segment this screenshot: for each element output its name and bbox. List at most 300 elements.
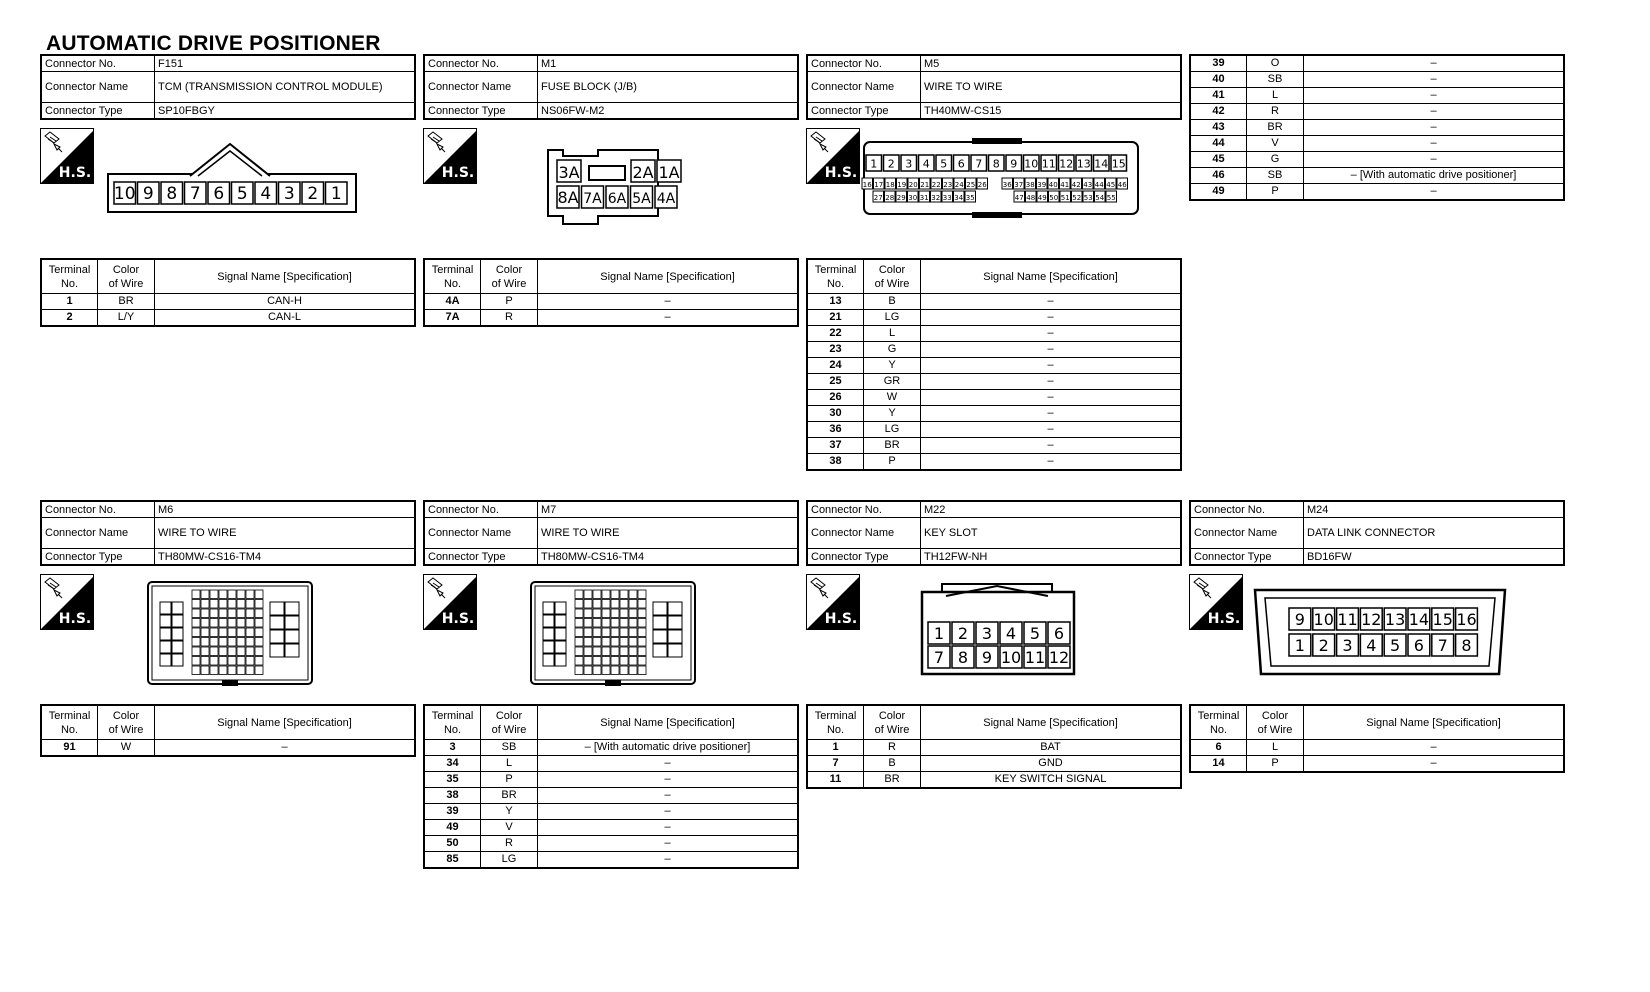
pin-cell (611, 666, 619, 675)
wire-color: LG (864, 310, 921, 326)
signal-name: – [With automatic drive positioner] (538, 740, 799, 756)
pin-number: 1 (933, 624, 945, 644)
pin-cell (602, 638, 610, 647)
connector-no-value: M5 (921, 55, 1182, 72)
signal-name: – (1304, 740, 1565, 756)
terminal-no: 25 (807, 374, 864, 390)
pin-cell (210, 638, 218, 647)
connector-name-value: TCM (TRANSMISSION CONTROL MODULE) (155, 72, 416, 103)
connector-no-value: M6 (155, 501, 416, 518)
pin-number: 8 (1461, 636, 1472, 656)
pin-cell (201, 609, 209, 618)
table-row (424, 820, 798, 836)
pin-number: 12 (1048, 648, 1070, 668)
pin-number: 45 (1106, 181, 1116, 189)
pin-number: 28 (885, 194, 895, 202)
terminal-table (806, 704, 1182, 789)
table-row (41, 294, 415, 310)
pin-number: 42 (1071, 181, 1081, 189)
pin-cell (201, 666, 209, 675)
connector-type-row (424, 549, 798, 566)
terminal-header (1190, 705, 1247, 740)
pin-cell (543, 615, 554, 627)
pin-cell (228, 666, 236, 675)
pin-cell (192, 628, 200, 637)
terminal-no: 44 (1190, 136, 1247, 152)
pin-cell (638, 600, 646, 609)
terminal-no: 42 (1190, 104, 1247, 120)
color-header-line2: of Wire (108, 277, 144, 290)
pin-cell (638, 638, 646, 647)
pin-cell (575, 638, 583, 647)
terminal-header-line2: No. (443, 277, 462, 290)
pin-cell (555, 628, 566, 640)
pin-cell (593, 657, 601, 666)
pin-cell (219, 590, 227, 599)
pin-cell (246, 666, 254, 675)
pin-cell (246, 647, 254, 656)
pin-cell (228, 600, 236, 609)
connector-name-value: WIRE TO WIRE (538, 518, 799, 549)
pin-cell (555, 602, 566, 614)
terminal-no: 1 (41, 294, 98, 310)
connector-face (423, 120, 799, 258)
pin-number: 11 (1041, 157, 1056, 171)
terminal-header-line2: No. (826, 723, 845, 736)
terminal-no: 4A (424, 294, 481, 310)
color-header (864, 705, 921, 740)
connector-panel-f151 (40, 54, 416, 327)
terminal-table-header (807, 705, 1181, 740)
wire-color: Y (864, 406, 921, 422)
terminal-header (41, 705, 98, 740)
pin-number: 7 (189, 184, 201, 205)
connector-type-value: TH12FW-NH (921, 549, 1182, 566)
pin-cell (192, 590, 200, 599)
pin-cell (219, 666, 227, 675)
pin-number: 2 (1318, 636, 1329, 656)
connector-name-row (424, 518, 798, 549)
pin-cell (653, 630, 667, 643)
pin-cell (555, 654, 566, 666)
connector-no-label: Connector No. (807, 55, 921, 72)
connector-face (40, 120, 416, 258)
pin-cell (620, 590, 628, 599)
connector-name-label: Connector Name (41, 72, 155, 103)
pin-number: 11 (1024, 648, 1046, 668)
pin-cell (192, 647, 200, 656)
terminal-no: 36 (807, 422, 864, 438)
pin-cell (172, 641, 183, 653)
pin-number: 12 (1361, 610, 1382, 630)
connector-name-label: Connector Name (1190, 518, 1304, 549)
pin-number: 31 (919, 194, 929, 202)
terminal-no: 91 (41, 740, 98, 757)
pin-cell (543, 641, 554, 653)
pin-number: 6 (213, 184, 225, 205)
pin-number: 17 (874, 181, 884, 189)
table-row (807, 358, 1181, 374)
wire-color: BR (481, 788, 538, 804)
pin-number: 49 (1037, 194, 1047, 202)
pin-cell (638, 609, 646, 618)
color-header-line2: of Wire (491, 723, 527, 736)
connector-no-row (424, 55, 798, 72)
signal-name: – (921, 422, 1182, 438)
pin-number: 9 (1294, 610, 1305, 630)
pin-cell (575, 657, 583, 666)
table-row (424, 740, 798, 756)
table-row (1190, 120, 1564, 136)
pin-cell (210, 657, 218, 666)
pin-number: 7 (1437, 636, 1448, 656)
signal-name: – (538, 756, 799, 772)
pin-cell (620, 647, 628, 656)
wire-color: L (864, 326, 921, 342)
signal-header: Signal Name [Specification] (538, 705, 799, 740)
signal-name: – (921, 390, 1182, 406)
terminal-header-line1: Terminal (48, 709, 91, 722)
terminal-table-header (41, 259, 415, 294)
pin-number: 14 (1094, 157, 1109, 171)
signal-name: – (921, 326, 1182, 342)
terminal-no: 23 (807, 342, 864, 358)
pin-number: 6 (1053, 624, 1065, 644)
pin-cell (611, 638, 619, 647)
wire-color: L (481, 756, 538, 772)
table-row (807, 772, 1181, 789)
connector-type-value: TH80MW-CS16-TM4 (155, 549, 416, 566)
pin-cell (246, 657, 254, 666)
table-row (807, 422, 1181, 438)
terminal-table (1189, 704, 1565, 773)
pin-cell (593, 590, 601, 599)
signal-name: – (538, 820, 799, 836)
connector-info-table (40, 500, 416, 566)
connector-name-row (41, 518, 415, 549)
pin-cell (246, 619, 254, 628)
connector-type-label: Connector Type (807, 549, 921, 566)
pin-number: 1 (330, 184, 342, 205)
pin-number: 8 (957, 648, 969, 668)
pin-cell (611, 657, 619, 666)
connector-info-table (1189, 500, 1565, 566)
pin-cell (255, 619, 263, 628)
terminal-no: 13 (807, 294, 864, 310)
pin-number: 5 (1390, 636, 1401, 656)
connector-panel-m5 (806, 54, 1182, 471)
pin-number: 43 (1083, 181, 1093, 189)
connector-no-row (807, 501, 1181, 518)
pin-cell (668, 644, 682, 657)
table-row (41, 740, 415, 757)
connector-no-label: Connector No. (41, 501, 155, 518)
connector-type-row (1190, 549, 1564, 566)
pin-cell (219, 600, 227, 609)
table-row (1190, 55, 1564, 72)
pin-cell (228, 619, 236, 628)
connector-diagram-area (40, 120, 416, 258)
signal-header: Signal Name [Specification] (921, 705, 1182, 740)
pin-number: 13 (1076, 157, 1091, 171)
table-row (807, 310, 1181, 326)
pin-number: 54 (1095, 194, 1105, 202)
table-row (807, 740, 1181, 756)
signal-name: – [With automatic drive positioner] (1304, 168, 1565, 184)
connector-type-label: Connector Type (807, 103, 921, 120)
pin-cell (602, 609, 610, 618)
pin-cell (228, 609, 236, 618)
terminal-no: 40 (1190, 72, 1247, 88)
connector-housing (1255, 590, 1505, 674)
terminal-header-line2: No. (1209, 723, 1228, 736)
pin-cell (237, 609, 245, 618)
table-row (41, 310, 415, 327)
pin-cell (620, 628, 628, 637)
terminal-no: 39 (424, 804, 481, 820)
connector-face (1189, 566, 1565, 704)
table-row (424, 804, 798, 820)
signal-header: Signal Name [Specification] (538, 259, 799, 294)
signal-name: – (1304, 72, 1565, 88)
connector-diagram-area (806, 120, 1182, 258)
pin-number: 4 (1366, 636, 1377, 656)
pin-cell (246, 609, 254, 618)
pin-number: 21 (920, 181, 930, 189)
connector-info-table (806, 500, 1182, 566)
connector-name-label: Connector Name (41, 518, 155, 549)
connector-type-row (807, 549, 1181, 566)
pin-cell (285, 644, 299, 657)
pin-cell (270, 644, 284, 657)
pin-cell (210, 619, 218, 628)
pin-cell (246, 600, 254, 609)
pin-number: 7 (975, 157, 983, 171)
pin-number: 20 (908, 181, 918, 189)
terminal-table (423, 704, 799, 869)
terminal-header-line2: No. (60, 277, 79, 290)
table-row (1190, 152, 1564, 168)
pin-cell (160, 628, 171, 640)
pin-cell (219, 609, 227, 618)
pin-cell (201, 647, 209, 656)
pin-number: 11 (1337, 610, 1358, 630)
pin-cell (172, 654, 183, 666)
pin-number: 19 (897, 181, 907, 189)
signal-name: – (538, 294, 799, 310)
signal-name: – (921, 358, 1182, 374)
pin-cell (629, 619, 637, 628)
connector-info-table (806, 54, 1182, 120)
table-row (807, 756, 1181, 772)
terminal-no: 49 (1190, 184, 1247, 201)
pin-number: 2 (307, 184, 319, 205)
wire-color: P (481, 294, 538, 310)
pin-cell (555, 615, 566, 627)
table-row (1190, 184, 1564, 201)
connector-face (40, 566, 416, 704)
connector-name-row (1190, 518, 1564, 549)
terminal-no: 45 (1190, 152, 1247, 168)
pin-cell (210, 609, 218, 618)
pin-cell (237, 657, 245, 666)
wire-color: L (1247, 740, 1304, 756)
pin-cell (575, 647, 583, 656)
connector-no-row (41, 501, 415, 518)
pin-cell (668, 616, 682, 629)
signal-header: Signal Name [Specification] (155, 705, 416, 740)
connector-type-value: SP10FBGY (155, 103, 416, 120)
pin-cell (638, 590, 646, 599)
pin-cell (285, 602, 299, 615)
signal-name: GND (921, 756, 1182, 772)
pin-number: 6A (607, 191, 627, 207)
wire-color: V (481, 820, 538, 836)
signal-name: – (921, 454, 1182, 471)
wire-color: GR (864, 374, 921, 390)
connector-latch (190, 144, 270, 176)
connector-type-row (41, 549, 415, 566)
pin-cell (255, 657, 263, 666)
connector-type-row (41, 103, 415, 120)
terminal-header-line1: Terminal (814, 709, 857, 722)
pin-number: 4 (260, 184, 272, 205)
pin-cell (219, 638, 227, 647)
wire-color: LG (864, 422, 921, 438)
signal-header: Signal Name [Specification] (921, 259, 1182, 294)
hs-label: H.S. (58, 165, 92, 181)
pin-cell (584, 647, 592, 656)
pin-cell (575, 666, 583, 675)
terminal-table-header (1190, 705, 1564, 740)
table-row (424, 756, 798, 772)
pin-cell (237, 600, 245, 609)
pin-number: 1A (658, 163, 680, 182)
terminal-no: 37 (807, 438, 864, 454)
signal-name: – (155, 740, 416, 757)
pin-cell (285, 616, 299, 629)
terminal-table (1189, 54, 1565, 201)
wire-color: L/Y (98, 310, 155, 327)
terminal-header-line2: No. (443, 723, 462, 736)
terminal-no: 43 (1190, 120, 1247, 136)
pin-cell (172, 628, 183, 640)
terminal-header (807, 705, 864, 740)
table-row (1190, 756, 1564, 773)
terminal-header-line1: Terminal (48, 263, 91, 276)
pin-cell (638, 647, 646, 656)
table-row (807, 342, 1181, 358)
pin-cell (575, 590, 583, 599)
table-row (424, 310, 798, 327)
pin-number: 2 (957, 624, 969, 644)
pin-cell (629, 647, 637, 656)
pin-number: 5A (632, 191, 651, 207)
signal-name: – (1304, 184, 1565, 201)
pin-cell (192, 609, 200, 618)
connector-type-value: NS06FW-M2 (538, 103, 799, 120)
connector-key (972, 212, 1022, 218)
signal-header: Signal Name [Specification] (155, 259, 416, 294)
pin-number: 6 (957, 157, 965, 171)
pin-number: 7 (933, 648, 945, 668)
pin-cell (620, 666, 628, 675)
connector-name-label: Connector Name (807, 72, 921, 103)
wire-color: Y (864, 358, 921, 374)
connector-no-value: M24 (1304, 501, 1565, 518)
terminal-no: 21 (807, 310, 864, 326)
terminal-no: 14 (1190, 756, 1247, 773)
pin-number: 48 (1026, 194, 1036, 202)
pin-number: 10 (113, 184, 136, 205)
pin-number: 3 (981, 624, 993, 644)
table-row (1190, 72, 1564, 88)
pin-cell (237, 628, 245, 637)
connector-panel-m22 (806, 500, 1182, 789)
connector-name-row (807, 518, 1181, 549)
pin-cell (611, 619, 619, 628)
pin-number: 22 (931, 181, 941, 189)
pin-number: 27 (873, 194, 883, 202)
signal-name: – (921, 374, 1182, 390)
signal-name: – (921, 342, 1182, 358)
pin-cell (584, 628, 592, 637)
hs-label: H.S. (441, 165, 475, 181)
pin-cell (201, 600, 209, 609)
table-row (424, 294, 798, 310)
pin-cell (629, 600, 637, 609)
connector-name-value: FUSE BLOCK (J/B) (538, 72, 799, 103)
pin-cell (611, 628, 619, 637)
pin-number: 4 (922, 157, 930, 171)
connector-no-label: Connector No. (424, 501, 538, 518)
pin-cell (228, 657, 236, 666)
terminal-no: 34 (424, 756, 481, 772)
pin-cell (575, 600, 583, 609)
pin-cell (160, 615, 171, 627)
connector-info-table (423, 500, 799, 566)
pin-cell (629, 638, 637, 647)
pin-number: 14 (1408, 610, 1430, 630)
pin-cell (270, 602, 284, 615)
pin-number: 13 (1384, 610, 1406, 630)
pin-number: 9 (1010, 157, 1018, 171)
pin-number: 16 (862, 181, 872, 189)
pin-cell (210, 628, 218, 637)
color-header-line2: of Wire (491, 277, 527, 290)
pin-number: 52 (1072, 194, 1082, 202)
pin-cell (237, 666, 245, 675)
signal-header: Signal Name [Specification] (1304, 705, 1565, 740)
pin-cell (192, 600, 200, 609)
pin-cell (593, 638, 601, 647)
pin-number: 3 (905, 157, 913, 171)
table-row (1190, 740, 1564, 756)
wire-color: B (864, 756, 921, 772)
pin-cell (620, 619, 628, 628)
pin-cell (246, 590, 254, 599)
pin-number: 30 (908, 194, 918, 202)
pin-cell (638, 657, 646, 666)
connector-type-row (807, 103, 1181, 120)
color-header-line2: of Wire (874, 723, 910, 736)
pin-cell (629, 590, 637, 599)
wire-color: Y (481, 804, 538, 820)
wire-color: BR (98, 294, 155, 310)
signal-name: – (1304, 104, 1565, 120)
signal-name: CAN-L (155, 310, 416, 327)
wire-color: BR (864, 772, 921, 789)
